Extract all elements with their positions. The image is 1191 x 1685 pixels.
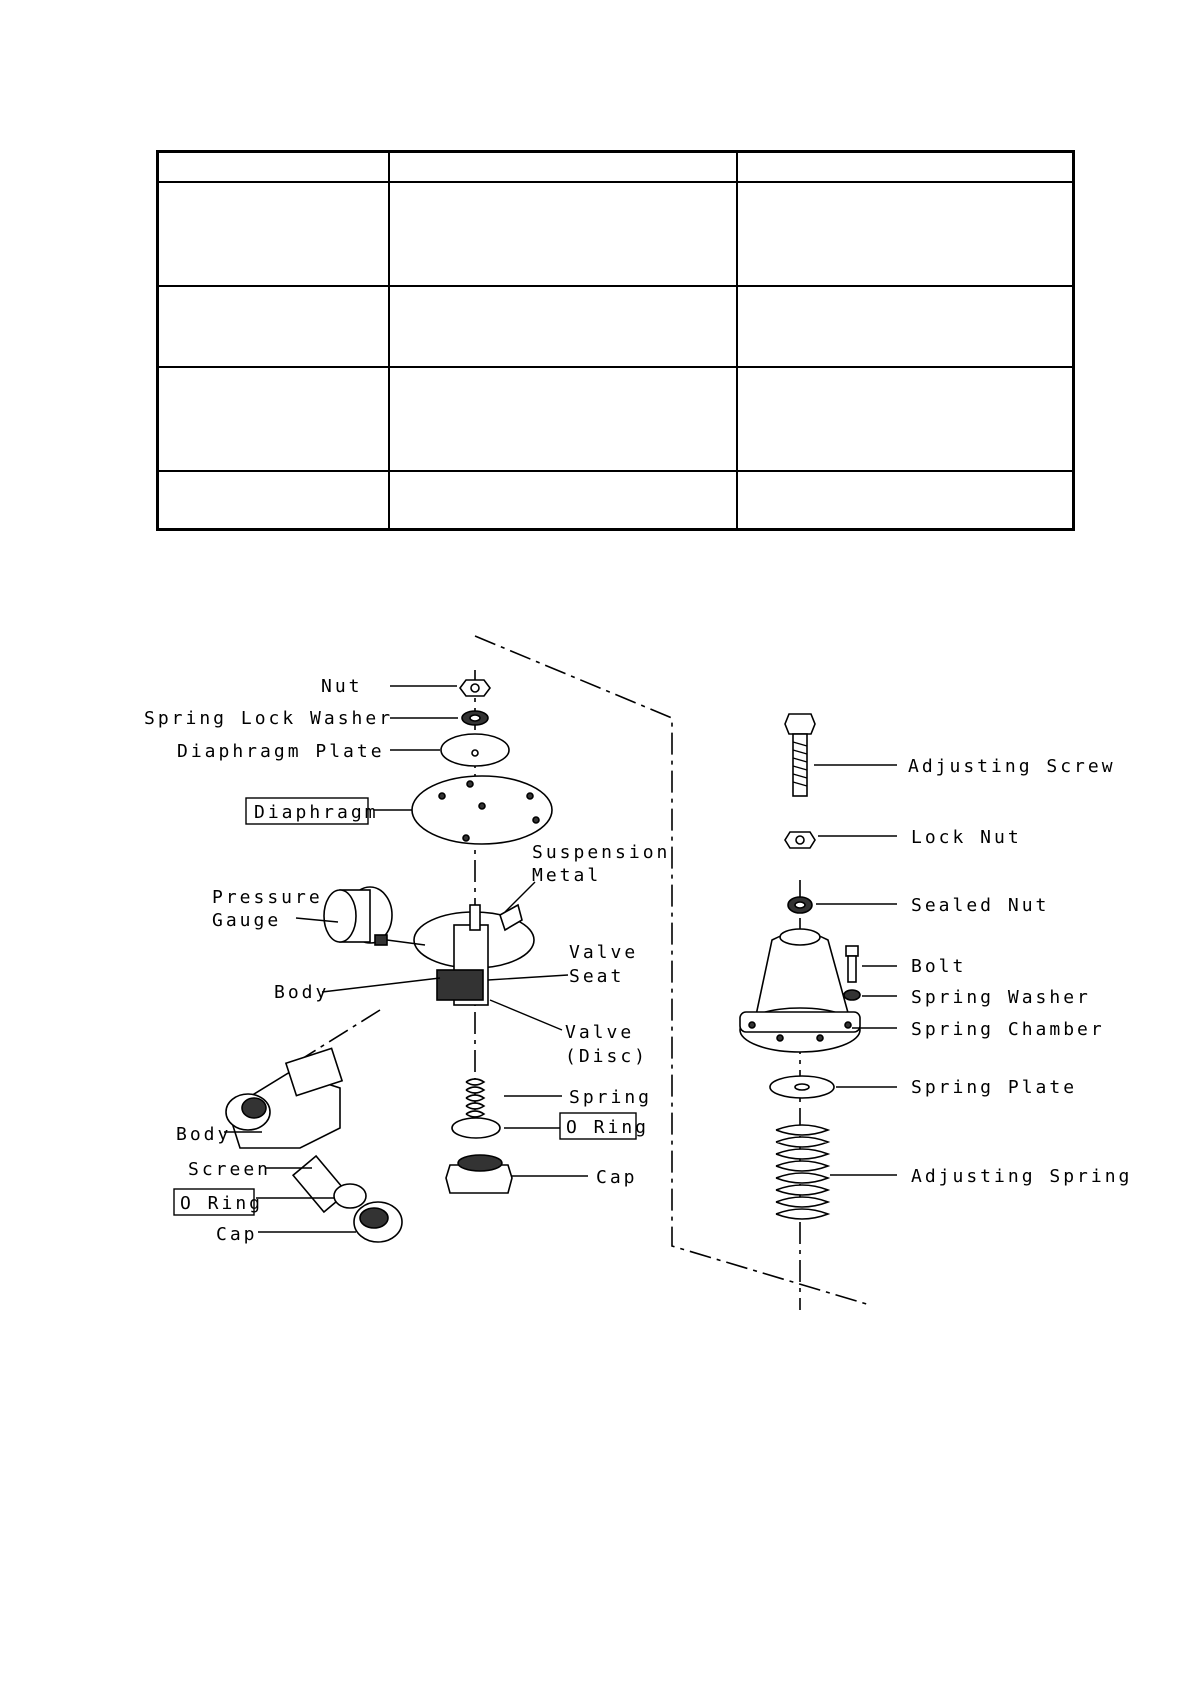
table-row xyxy=(158,471,1074,530)
table-cell xyxy=(389,286,737,367)
table-cell xyxy=(737,367,1074,471)
label-o-ring-center: O Ring xyxy=(566,1117,650,1138)
label-screen: Screen xyxy=(188,1159,272,1180)
label-valve-seat-1: Valve xyxy=(569,942,639,963)
label-nut: Nut xyxy=(321,676,363,697)
table-cell xyxy=(389,152,737,182)
label-sealed-nut: Sealed Nut xyxy=(911,895,1050,916)
label-cap-center: Cap xyxy=(596,1167,638,1188)
label-spring: Spring xyxy=(569,1087,653,1108)
label-bolt: Bolt xyxy=(911,956,967,977)
table-cell xyxy=(737,286,1074,367)
pressure-gauge-part xyxy=(324,887,425,945)
bolt-part xyxy=(846,946,858,982)
table-cell xyxy=(158,152,389,182)
spring-part xyxy=(466,1079,484,1117)
empty-table xyxy=(156,150,1075,531)
table-cell xyxy=(737,471,1074,530)
body-upper-part xyxy=(414,905,534,1005)
table-cell xyxy=(158,182,389,286)
body-lower-part xyxy=(226,1048,342,1148)
label-lock-nut: Lock Nut xyxy=(911,827,1022,848)
table-header-row xyxy=(158,152,1074,182)
label-o-ring-left: O Ring xyxy=(180,1193,264,1214)
label-pressure-gauge-2: Gauge xyxy=(212,910,282,931)
sealed-nut-part xyxy=(788,897,812,913)
cap-left-part xyxy=(354,1202,402,1242)
label-valve-disc-1: Valve xyxy=(565,1022,635,1043)
label-diaphragm: Diaphragm xyxy=(254,802,379,823)
label-adjusting-spring: Adjusting Spring xyxy=(911,1166,1133,1187)
label-spring-chamber: Spring Chamber xyxy=(911,1019,1105,1040)
label-spring-plate: Spring Plate xyxy=(911,1077,1078,1098)
spring-chamber-part xyxy=(740,929,860,1052)
adjusting-spring-part xyxy=(776,1125,828,1219)
lock-nut-part xyxy=(785,832,815,848)
table-cell xyxy=(737,152,1074,182)
nut-part xyxy=(460,680,490,696)
label-suspension-1: Suspension xyxy=(532,842,671,863)
exploded-valve-diagram xyxy=(0,600,1191,1320)
label-valve-seat-2: Seat xyxy=(569,966,625,987)
label-pressure-gauge-1: Pressure xyxy=(212,887,323,908)
spring-washer-part xyxy=(844,990,860,1000)
cap-center-part xyxy=(446,1155,512,1193)
label-cap-left: Cap xyxy=(216,1224,258,1245)
table-cell xyxy=(158,286,389,367)
table-cell xyxy=(158,367,389,471)
o-ring-left-part xyxy=(334,1184,366,1208)
label-valve-disc-2: (Disc) xyxy=(565,1046,649,1067)
label-body-lower: Body xyxy=(176,1124,232,1145)
table-row xyxy=(158,367,1074,471)
diaphragm-part xyxy=(412,776,552,844)
diaphragm-plate-part xyxy=(441,734,509,766)
table-cell xyxy=(389,367,737,471)
table-cell xyxy=(158,471,389,530)
o-ring-center-part xyxy=(452,1118,500,1138)
label-suspension-2: Metal xyxy=(532,865,602,886)
table-cell xyxy=(389,471,737,530)
table-row xyxy=(158,286,1074,367)
adjusting-screw-part xyxy=(785,714,815,796)
label-spring-washer: Spring Washer xyxy=(911,987,1091,1008)
side-axis xyxy=(300,1010,380,1060)
spring-lock-washer-part xyxy=(462,711,488,725)
spring-plate-part xyxy=(770,1076,834,1098)
table-cell xyxy=(737,182,1074,286)
label-body-upper: Body xyxy=(274,982,330,1003)
label-spring-lock-washer: Spring Lock Washer xyxy=(144,708,394,729)
label-diaphragm-plate: Diaphragm Plate xyxy=(177,741,385,762)
label-adjusting-screw: Adjusting Screw xyxy=(908,756,1116,777)
table-cell xyxy=(389,182,737,286)
table-row xyxy=(158,182,1074,286)
